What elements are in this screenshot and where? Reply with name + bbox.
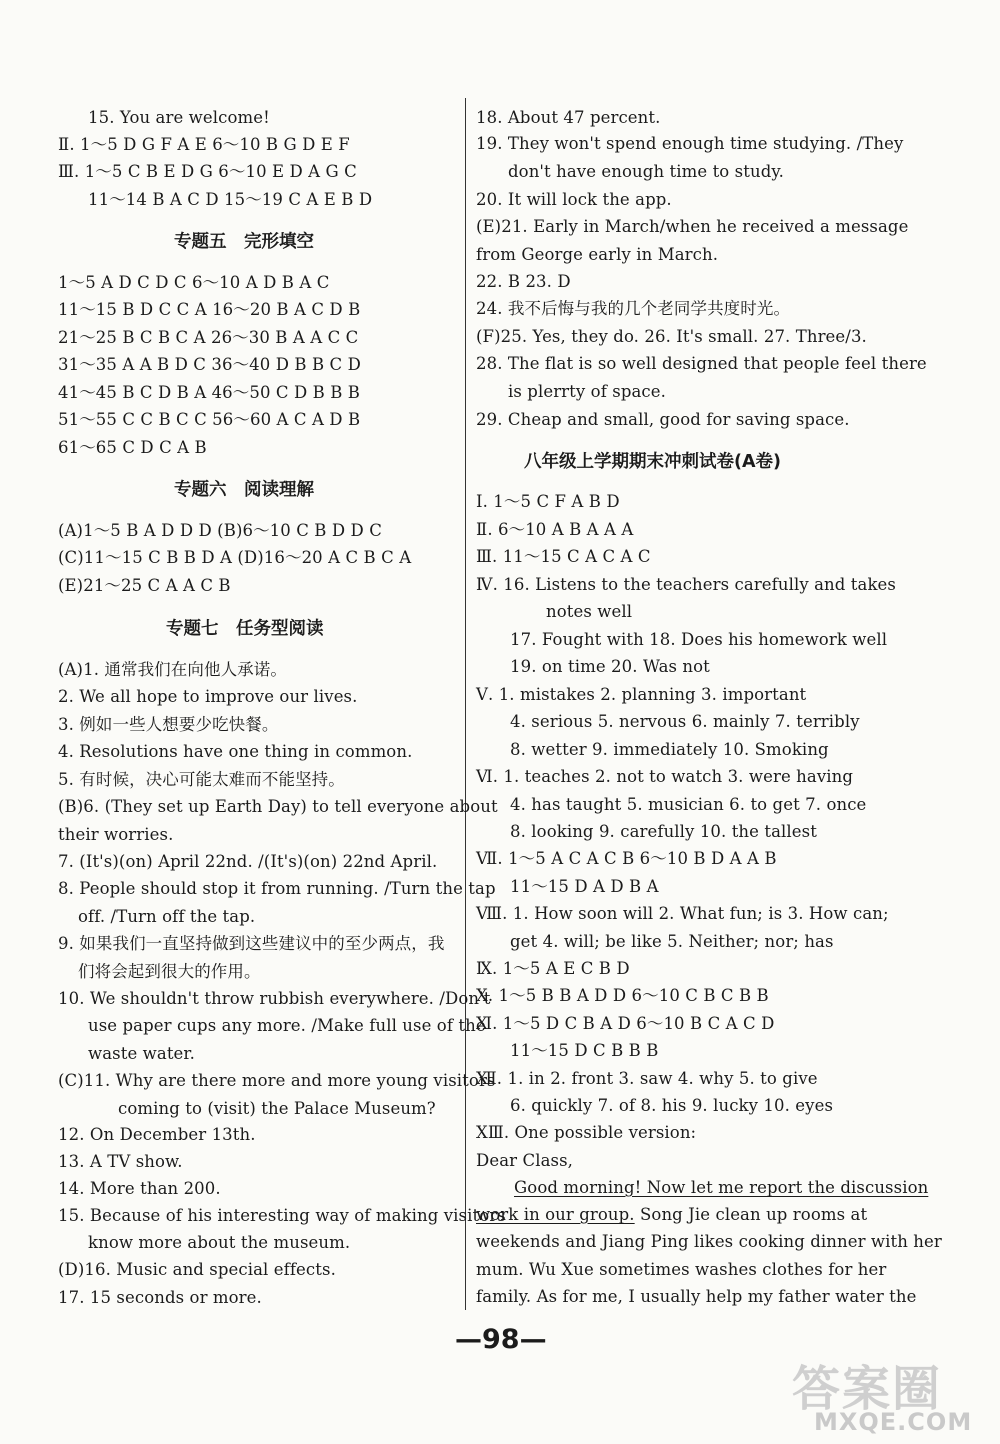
answer-line: (A)1～5 B A D D D (B)6～10 C B D D C — [58, 521, 382, 540]
answer-line: 19. They won't spend enough time studying. /They — [476, 134, 904, 153]
answer-line: (F)25. Yes, they do. 26. It's small. 27. Three/3. — [476, 327, 867, 346]
answer-line: get 4. will; be like 5. Neither; nor; has — [510, 932, 834, 951]
answer-line: (A)1. 通常我们在向他人承诺。 — [58, 660, 287, 679]
answer-line: Ⅲ. 1～5 C B E D G 6～10 E D A G C — [58, 162, 357, 181]
answer-line: 3. 例如一些人想要少吃快餐。 — [58, 715, 279, 734]
answer-line: waste water. — [88, 1044, 195, 1063]
answer-line: 6. quickly 7. of 8. his 9. lucky 10. eyes — [510, 1096, 834, 1115]
answer-line: coming to (visit) the Palace Museum? — [118, 1099, 436, 1118]
answer-line: (E)21. Early in March/when he received a message — [476, 217, 909, 236]
answer-line: 41～45 B C D B A 46～50 C D B B B — [58, 383, 361, 402]
answer-line: Ⅻ. 1. in 2. front 3. saw 4. why 5. to give — [476, 1069, 818, 1088]
answer-line: Ⅹ. 1～5 B B A D D 6～10 C B C B B — [476, 986, 769, 1005]
answer-line: Ⅰ. 1～5 C F A B D — [476, 492, 620, 511]
answer-line: notes well — [546, 602, 633, 621]
answer-line: 19. on time 20. Was not — [510, 657, 710, 676]
answer-line: 28. The flat is so well designed that people feel there — [476, 354, 927, 373]
answer-line: 18. About 47 percent. — [476, 108, 661, 127]
answer-line: 51～55 C C B C C 56～60 A C A D B — [58, 410, 361, 429]
answer-line: 8. People should stop it from running. /Turn the tap — [58, 879, 496, 898]
answer-line: 15. You are welcome! — [88, 108, 270, 127]
answer-line: ⅩⅢ. One possible version: — [476, 1123, 697, 1142]
answer-line: Ⅲ. 11～15 C A C A C — [476, 547, 651, 566]
answer-line: Ⅺ. 1～5 D C B A D 6～10 B C A C D — [476, 1014, 775, 1033]
answer-line: 4. Resolutions have one thing in common. — [58, 742, 413, 761]
answer-line: 7. (It's)(on) April 22nd. /(It's)(on) 22nd April. — [58, 852, 438, 871]
answer-line: 11～15 B D C C A 16～20 B A C D B — [58, 300, 361, 319]
answer-line: don't have enough time to study. — [508, 162, 784, 181]
answer-line: 24. 我不后悔与我的几个老同学共度时光。 — [476, 299, 791, 318]
answer-line: Ⅱ. 1～5 D G F A E 6～10 B G D E F — [58, 135, 350, 154]
answer-line: Ⅴ. 1. mistakes 2. planning 3. important — [476, 685, 807, 704]
answer-line: 21～25 B C B C A 26～30 B A A C C — [58, 328, 359, 347]
answer-line: 13. A TV show. — [58, 1152, 183, 1171]
answer-line: (E)21～25 C A A C B — [58, 576, 231, 595]
letter-underlined-fragment: work in our group. — [476, 1205, 635, 1224]
answer-line: 14. More than 200. — [58, 1179, 221, 1198]
answer-line: 29. Cheap and small, good for saving space. — [476, 410, 850, 429]
answer-line: Ⅵ. 1. teaches 2. not to watch 3. were having — [476, 767, 854, 786]
answer-line: 4. serious 5. nervous 6. mainly 7. terribly — [510, 712, 860, 731]
letter-fragment: Song Jie clean up rooms at — [634, 1205, 868, 1224]
section-heading: 专题六 阅读理解 — [174, 480, 314, 500]
letter-salutation: Dear Class, — [476, 1151, 573, 1170]
letter-line: weekends and Jiang Ping likes cooking dinner with her — [476, 1232, 942, 1251]
letter-line-underlined: Good morning! Now let me report the discussion — [514, 1178, 929, 1197]
answer-line: use paper cups any more. /Make full use of the — [88, 1016, 486, 1035]
answer-line: (D)16. Music and special effects. — [58, 1260, 336, 1279]
answer-line: know more about the museum. — [88, 1233, 351, 1252]
answer-line: Ⅶ. 1～5 A C A C B 6～10 B D A A B — [476, 849, 777, 868]
answer-line: 20. It will lock the app. — [476, 190, 672, 209]
watermark-main: 答案圈 — [792, 1361, 943, 1417]
answer-line: 1～5 A D C D C 6～10 A D B A C — [58, 273, 330, 292]
answer-line: 9. 如果我们一直坚持做到这些建议中的至少两点，我 — [58, 934, 445, 953]
answer-line: 11～15 D C B B B — [510, 1041, 659, 1060]
letter-line — [476, 1203, 867, 1227]
answer-line: 8. looking 9. carefully 10. the tallest — [510, 822, 817, 841]
answer-line: from George early in March. — [476, 245, 719, 264]
answer-line: 22. B 23. D — [476, 272, 571, 291]
answer-line: 11～14 B A C D 15～19 C A E B D — [88, 190, 373, 209]
section-heading: 八年级上学期期末冲刺试卷(A卷) — [524, 452, 782, 472]
answer-line: off. /Turn off the tap. — [78, 907, 256, 926]
page-number-value: 98 — [482, 1324, 520, 1355]
answer-line: 17. 15 seconds or more. — [58, 1288, 262, 1307]
watermark-logo — [792, 1350, 982, 1440]
answer-line: 10. We shouldn't throw rubbish everywhere. /Don't — [58, 989, 491, 1008]
answer-line: 11～15 D A D B A — [510, 877, 659, 896]
answer-line: 15. Because of his interesting way of making visitors — [58, 1206, 506, 1225]
page-number: —98— — [455, 1324, 547, 1355]
answer-line: 31～35 A A B D C 36～40 D B B C D — [58, 355, 361, 374]
answer-line: their worries. — [58, 825, 174, 844]
letter-line: mum. Wu Xue sometimes washes clothes for her — [476, 1260, 887, 1279]
answer-line: (C)11～15 C B B D A (D)16～20 A C B C A — [58, 548, 412, 567]
answer-line: Ⅱ. 6～10 A B A A A — [476, 520, 634, 539]
answer-line: Ⅸ. 1～5 A E C B D — [476, 959, 630, 978]
answer-line: 61～65 C D C A B — [58, 438, 207, 457]
answer-line: Ⅷ. 1. How soon will 2. What fun; is 3. How can; — [476, 904, 889, 923]
answer-line: 们将会起到很大的作用。 — [78, 962, 261, 981]
section-heading: 专题七 任务型阅读 — [166, 619, 324, 639]
answer-line: is plerrty of space. — [508, 382, 666, 401]
watermark-sub: MXQE.COM — [814, 1408, 973, 1436]
answer-line: (C)11. Why are there more and more young visitors — [58, 1071, 496, 1090]
answer-line: 2. We all hope to improve our lives. — [58, 687, 358, 706]
answer-line: (B)6. (They set up Earth Day) to tell everyone about — [58, 797, 498, 816]
answer-line: 8. wetter 9. immediately 10. Smoking — [510, 740, 829, 759]
answer-line: 12. On December 13th. — [58, 1125, 256, 1144]
answer-line: 4. has taught 5. musician 6. to get 7. once — [510, 795, 867, 814]
letter-line: family. As for me, I usually help my father water the — [476, 1287, 917, 1306]
answer-line: 5. 有时候，决心可能太难而不能坚持。 — [58, 770, 345, 789]
answer-line: 17. Fought with 18. Does his homework well — [510, 630, 888, 649]
column-divider — [465, 98, 466, 1310]
answer-line: Ⅳ. 16. Listens to the teachers carefully and takes — [476, 575, 896, 594]
section-heading: 专题五 完形填空 — [174, 232, 314, 252]
